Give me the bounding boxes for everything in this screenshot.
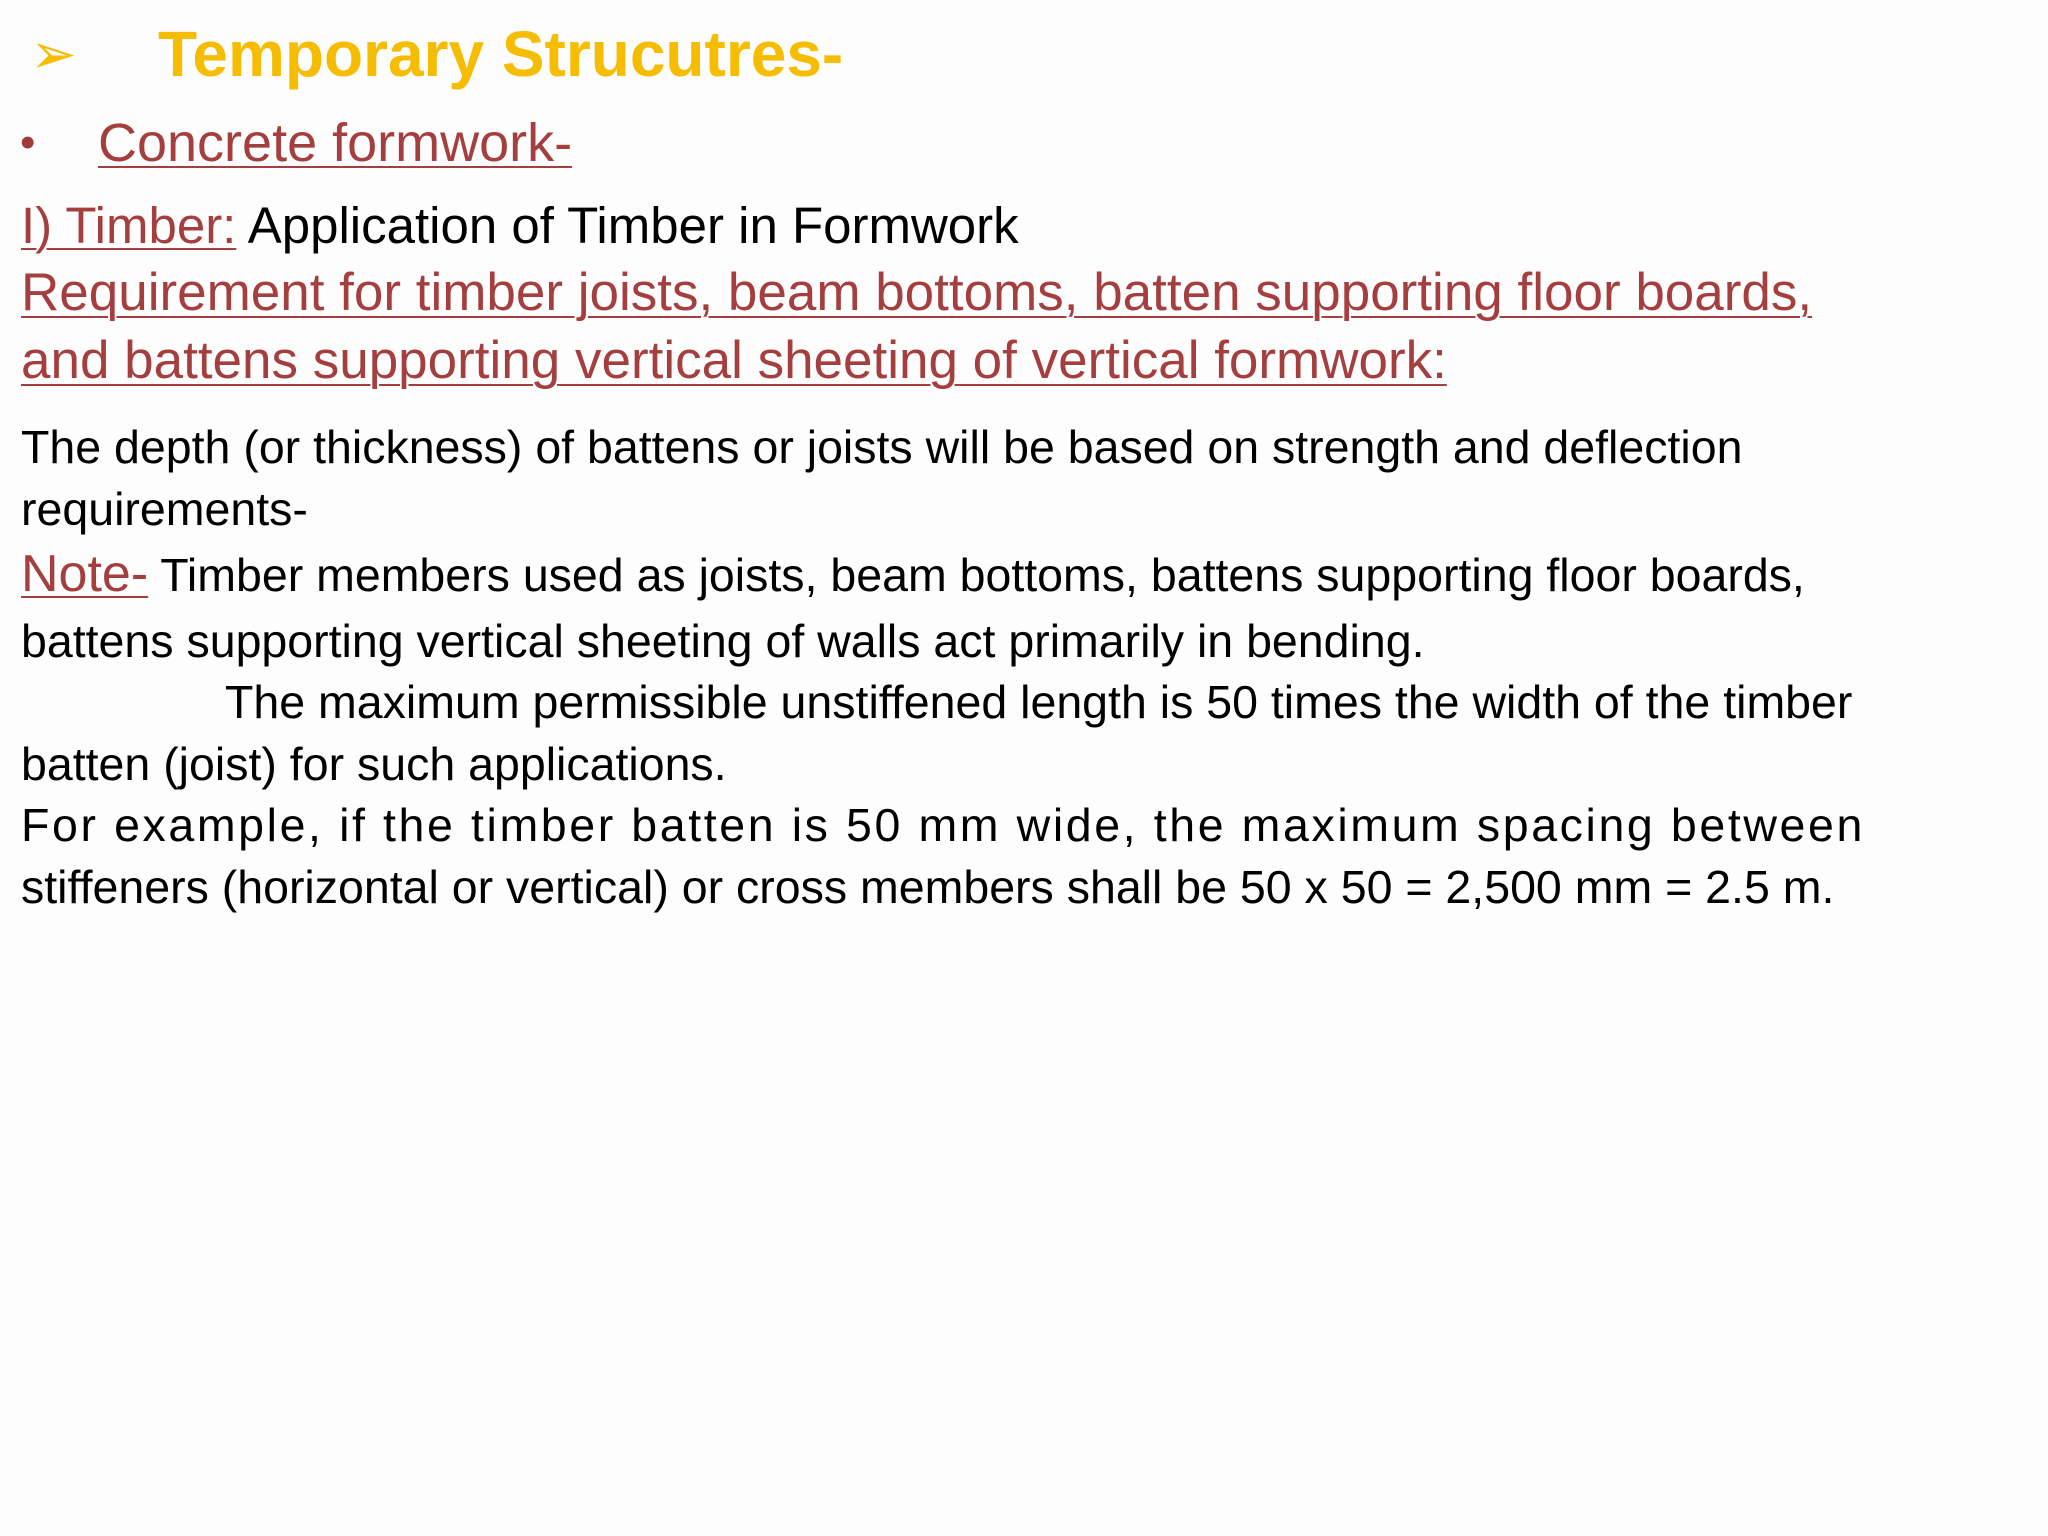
timber-heading xyxy=(21,196,1019,255)
timber-heading-text: Application of Timber in Formwork xyxy=(236,197,1019,254)
example-line-2: stiffeners (horizontal or vertical) or cross members shall be 50 x 50 = 2,500 mm = 2.5 m. xyxy=(21,861,1835,913)
arrow-bullet-icon: ➢ xyxy=(30,22,77,85)
note-line-1 xyxy=(21,544,1805,604)
bullet-item-concrete-formwork xyxy=(20,108,572,178)
paragraph-depth-line-1: The depth (or thickness) of battens or joists will be based on strength and deflection xyxy=(21,421,1743,473)
paragraph-depth-line-2: requirements- xyxy=(21,483,308,535)
note-line-2: battens supporting vertical sheeting of walls act primarily in bending. xyxy=(21,615,1425,667)
example-line-1: For example, if the timber batten is 50 mm wide, the maximum spacing between xyxy=(21,799,1865,851)
timber-label: I) Timber: xyxy=(21,197,237,254)
requirement-line-1: Requirement for timber joists, beam bottoms, batten supporting floor boards, xyxy=(21,263,1813,322)
bullet-heading: Concrete formwork- xyxy=(98,113,573,173)
note-line-4: batten (joist) for such applications. xyxy=(21,738,727,790)
requirement-line-2: and battens supporting vertical sheeting of vertical formwork: xyxy=(21,331,1447,390)
slide-title-row xyxy=(30,14,843,94)
note-label: Note- xyxy=(21,545,149,603)
slide-title: Temporary Strucutres- xyxy=(158,18,844,90)
bullet-dot-icon: • xyxy=(20,118,36,167)
note-line-3: The maximum permissible unstiffened length is 50 times the width of the timber xyxy=(225,676,1853,728)
note-text-1: Timber members used as joists, beam bottoms, battens supporting floor boards, xyxy=(148,549,1805,601)
